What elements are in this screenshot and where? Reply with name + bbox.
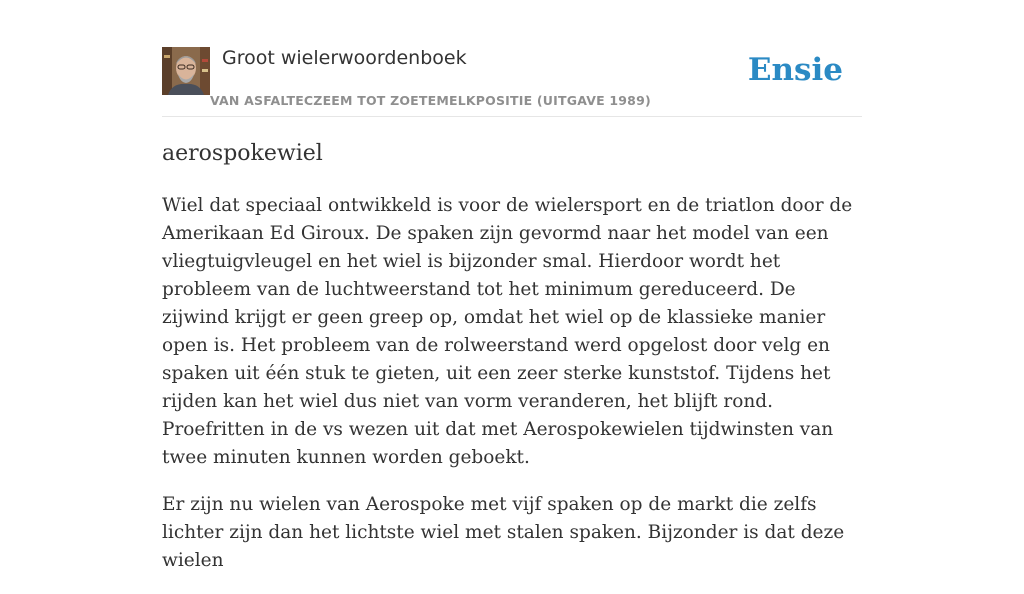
- book-subtitle: VAN ASFALTECZEEM TOT ZOETEMELKPOSITIE (UITGAVE 1989): [210, 93, 651, 108]
- book-title[interactable]: Groot wielerwoordenboek: [222, 47, 467, 69]
- entry-paragraph: Wiel dat speciaal ontwikkeld is voor de wielersport en de triatlon door de Amerikaan Ed Giroux. De spaken zijn gevormd naar het model van een vliegtuigvleugel en het wiel is bijzonder smal. Hierdoor wordt het probleem van de luchtweerstand tot het minimum gereduceerd. De zijwind krijgt er geen greep op, omdat het wiel op de klassieke manier open is. Het probleem van de rolweerstand werd opgelost door velg en spaken uit één stuk te gieten, uit een zeer sterke kunststof. Tijdens het rijden kan het wiel dus niet van vorm veranderen, het blijft rond. Proefritten in de vs wezen uit dat met Aerospokewielen tijdwinsten van twee minuten kunnen worden geboekt.: [162, 195, 853, 468]
- author-photo-graphic: [162, 47, 210, 95]
- ensie-logo-link[interactable]: Ensie: [747, 52, 843, 88]
- author-photo-icon[interactable]: [162, 47, 210, 95]
- entry-title: aerospokewiel: [162, 141, 323, 166]
- entry-paragraph: Er zijn nu wielen van Aerospoke met vijf spaken op de markt die zelfs lichter zijn dan het lichtste wiel met stalen spaken. Bijzonder is dat deze wielen: [162, 494, 845, 571]
- book-header: [162, 46, 862, 117]
- entry-body: [162, 192, 867, 594]
